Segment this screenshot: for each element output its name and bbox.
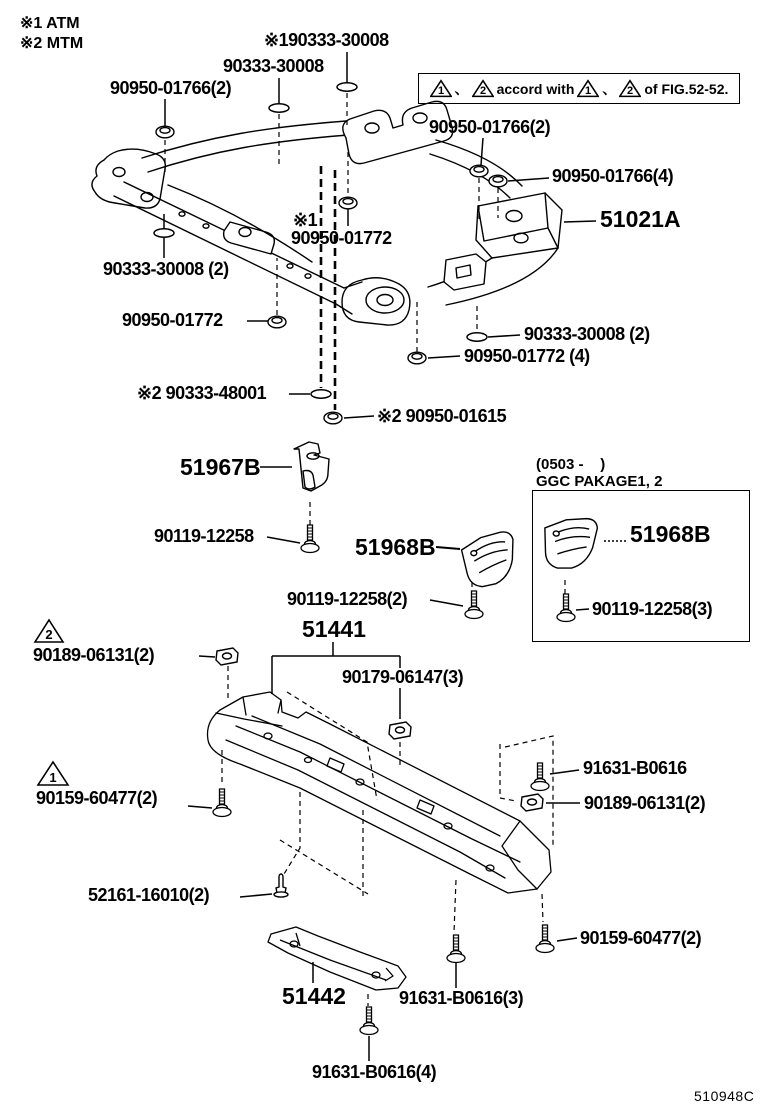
legend-separator: 、 bbox=[602, 80, 617, 97]
part-label-90950-01772-4: 90950-01772 (4) bbox=[464, 346, 590, 366]
part-label-90179-06147-3: 90179-06147(3) bbox=[342, 667, 464, 687]
part-label-51967B: 51967B bbox=[180, 454, 261, 480]
nut-icon bbox=[324, 412, 342, 424]
bolt-icon bbox=[531, 763, 549, 791]
part-label-90119-12258-2: 90119-12258(2) bbox=[287, 589, 408, 609]
cover-plate-51442-drawing bbox=[268, 927, 406, 990]
part-label-90333-30008-atm: ※190333-30008 bbox=[264, 30, 389, 50]
push-pin-clip-icon bbox=[274, 874, 288, 897]
part-label-90950-01772-atm: 90950-01772 bbox=[291, 228, 392, 248]
inset-date-code: (0503 - ) bbox=[536, 456, 606, 473]
legend-triangle-1-icon bbox=[577, 79, 599, 98]
part-label-91631-B0616-4: 91631-B0616(4) bbox=[312, 1062, 437, 1082]
part-label-90333-30008-top: 90333-30008 bbox=[223, 56, 324, 76]
nut-icon bbox=[339, 197, 357, 209]
washer-icon bbox=[269, 104, 289, 112]
nut-icon bbox=[489, 175, 507, 187]
part-label-90950-01766-2-right: 90950-01766(2) bbox=[429, 117, 551, 137]
nut-icon bbox=[470, 165, 488, 177]
bolt-icon bbox=[360, 1007, 378, 1035]
part-label-91631-B0616: 91631-B0616 bbox=[583, 758, 687, 778]
bracket-51967B-drawing bbox=[294, 442, 329, 491]
part-label-90159-60477-2-left: 90159-60477(2) bbox=[36, 788, 158, 808]
legend-triangle-2-icon bbox=[619, 79, 641, 98]
bolt-icon bbox=[536, 925, 554, 953]
part-label-91631-B0616-3: 91631-B0616(3) bbox=[399, 988, 524, 1008]
svg-text:1: 1 bbox=[437, 85, 444, 97]
part-label-90950-01766-2-left: 90950-01766(2) bbox=[110, 78, 232, 98]
bracket-51968B-drawing bbox=[461, 531, 517, 588]
bolt-icon bbox=[447, 935, 465, 963]
part-label-90159-60477-2-right: 90159-60477(2) bbox=[580, 928, 702, 948]
inset-box bbox=[532, 490, 750, 642]
svg-text:1: 1 bbox=[585, 85, 592, 97]
legend-end-text: of FIG.52-52. bbox=[644, 80, 729, 97]
bold-dashed-lines bbox=[321, 166, 335, 410]
warning-triangle-upper-number: 2 bbox=[45, 627, 53, 642]
part-label-90119-12258-3: 90119-12258(3) bbox=[592, 599, 713, 619]
part-label-90333-30008-2-mid: 90333-30008 (2) bbox=[524, 324, 650, 344]
part-label-51441: 51441 bbox=[302, 616, 366, 642]
part-label-51968B-inset: 51968B bbox=[630, 521, 711, 547]
part-label-52161-16010-2: 52161-16010(2) bbox=[88, 885, 210, 905]
washer-icon bbox=[337, 83, 357, 91]
part-label-90950-01766-4: 90950-01766(4) bbox=[552, 166, 674, 186]
svg-text:2: 2 bbox=[627, 85, 634, 97]
legend-triangle-1-icon bbox=[430, 79, 452, 98]
svg-text:2: 2 bbox=[479, 85, 486, 97]
note-mtm: ※2 MTM bbox=[20, 35, 84, 52]
part-label-90333-48001-mtm: ※2 90333-48001 bbox=[137, 383, 267, 403]
clip-nut-icon bbox=[389, 722, 411, 739]
nut-icon bbox=[268, 316, 286, 328]
note-atm: ※1 ATM bbox=[20, 15, 80, 32]
clip-nut-icon bbox=[521, 794, 543, 811]
figure-code: 510948C bbox=[694, 1088, 755, 1104]
washer-icon bbox=[467, 333, 487, 341]
warning-triangle-upper bbox=[35, 620, 63, 642]
nut-icon bbox=[156, 126, 174, 138]
warning-triangle-lower bbox=[38, 762, 68, 785]
legend-middle-text: accord with bbox=[496, 80, 575, 97]
washer-icon bbox=[311, 390, 331, 398]
part-label-51442: 51442 bbox=[282, 983, 346, 1009]
legend-separator: 、 bbox=[454, 80, 469, 97]
part-label-90333-30008-2-left: 90333-30008 (2) bbox=[103, 259, 229, 279]
part-label-90950-01772-left: 90950-01772 bbox=[122, 310, 223, 330]
part-label-90950-01615-mtm: ※2 90950-01615 bbox=[377, 406, 507, 426]
bolt-icon bbox=[213, 789, 231, 817]
nut-icon bbox=[408, 352, 426, 364]
warning-triangle-lower-number: 1 bbox=[49, 770, 57, 785]
part-label-90950-01772-atm-mark: ※1 bbox=[293, 210, 318, 230]
part-label-90189-06131-2-top: 90189-06131(2) bbox=[33, 645, 155, 665]
legend-triangle-2-icon bbox=[472, 79, 494, 98]
clip-nut-icon bbox=[216, 648, 238, 665]
part-label-90119-12258: 90119-12258 bbox=[154, 526, 254, 546]
part-label-51968B: 51968B bbox=[355, 534, 436, 560]
bolt-icon bbox=[301, 525, 319, 553]
legend-box bbox=[418, 73, 740, 104]
washer-icon bbox=[154, 229, 174, 237]
part-label-51021A: 51021A bbox=[600, 206, 681, 232]
part-label-90189-06131-2-right: 90189-06131(2) bbox=[584, 793, 706, 813]
inset-package-name: GGC PAKAGE1, 2 bbox=[536, 473, 663, 490]
bolt-icon bbox=[465, 591, 483, 619]
